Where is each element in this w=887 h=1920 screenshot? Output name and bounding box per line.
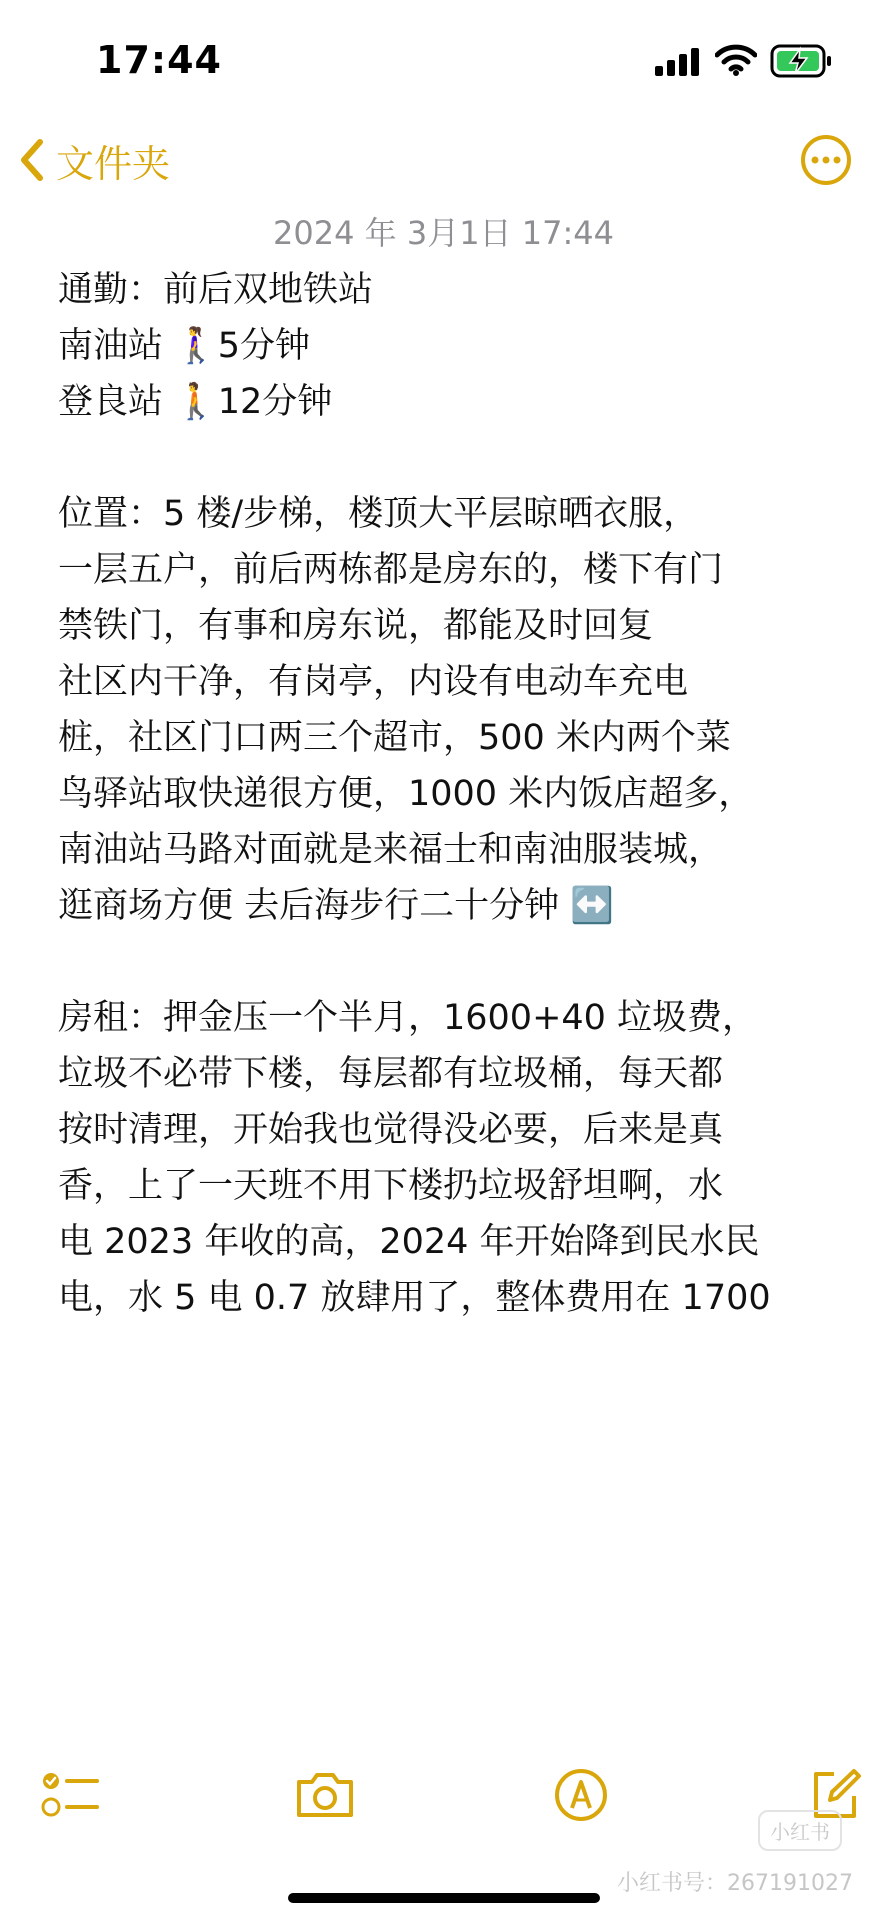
note-line: 逛商场方便 去后海步行二十分钟 ↔️ bbox=[58, 886, 614, 926]
checklist-button[interactable] bbox=[36, 1760, 106, 1830]
note-toolbar bbox=[0, 1760, 887, 1830]
note-body[interactable] bbox=[58, 262, 848, 1326]
note-line: 香，上了一天班不用下楼扔垃圾舒坦啊，水 bbox=[58, 1166, 724, 1206]
note-line: 社区内干净，有岗亭，内设有电动车充电 bbox=[58, 662, 689, 702]
note-blank-line bbox=[58, 934, 848, 990]
markup-button[interactable] bbox=[546, 1760, 616, 1830]
status-time: 17:44 bbox=[96, 38, 222, 82]
note-line: 垃圾不必带下楼，每层都有垃圾桶，每天都 bbox=[58, 1054, 724, 1094]
home-indicator bbox=[288, 1893, 600, 1903]
more-options-button[interactable] bbox=[800, 134, 852, 186]
note-line: 位置：5 楼/步梯，楼顶大平层晾晒衣服， bbox=[58, 494, 699, 534]
note-line: 电 2023 年收的高，2024 年开始降到民水民 bbox=[58, 1222, 760, 1262]
note-line: 南油站 🚶‍♀️5分钟 bbox=[58, 326, 310, 366]
note-line: 房租：押金压一个半月，1600+40 垃圾费， bbox=[58, 998, 758, 1038]
note-line: 鸟驿站取快递很方便，1000 米内饭店超多， bbox=[58, 774, 754, 814]
note-line: 桩，社区门口两三个超市，500 米内两个菜 bbox=[58, 718, 731, 758]
note-blank-line bbox=[58, 430, 848, 486]
cellular-signal-icon bbox=[655, 48, 701, 76]
checklist-icon bbox=[41, 1769, 101, 1821]
wifi-icon bbox=[715, 44, 757, 76]
chevron-left-icon bbox=[18, 138, 44, 182]
note-line: 一层五户，前后两栋都是房东的，楼下有门 bbox=[58, 550, 724, 590]
back-label: 文件夹 bbox=[56, 141, 171, 186]
note-date: 2024 年 3月1日 17:44 bbox=[273, 214, 614, 252]
note-line: 通勤：前后双地铁站 bbox=[58, 270, 374, 310]
watermark-text: 小红书号：267191027 bbox=[617, 1871, 853, 1896]
note-line: 按时清理，开始我也觉得没必要，后来是真 bbox=[58, 1110, 724, 1150]
camera-button[interactable] bbox=[290, 1760, 360, 1830]
note-line: 禁铁门，有事和房东说，都能及时回复 bbox=[58, 606, 654, 646]
note-line: 电，水 5 电 0.7 放肆用了，整体费用在 1700 bbox=[58, 1278, 771, 1318]
watermark-badge: 小红书 bbox=[758, 1810, 842, 1851]
battery-charging-icon bbox=[770, 44, 832, 78]
back-to-folders-button[interactable] bbox=[18, 132, 170, 188]
status-bar bbox=[0, 0, 887, 120]
note-line: 登良站 🚶12分钟 bbox=[58, 382, 333, 422]
camera-icon bbox=[294, 1770, 356, 1820]
markup-pen-icon bbox=[554, 1768, 608, 1822]
note-line: 南油站马路对面就是来福士和南油服装城， bbox=[58, 830, 724, 870]
